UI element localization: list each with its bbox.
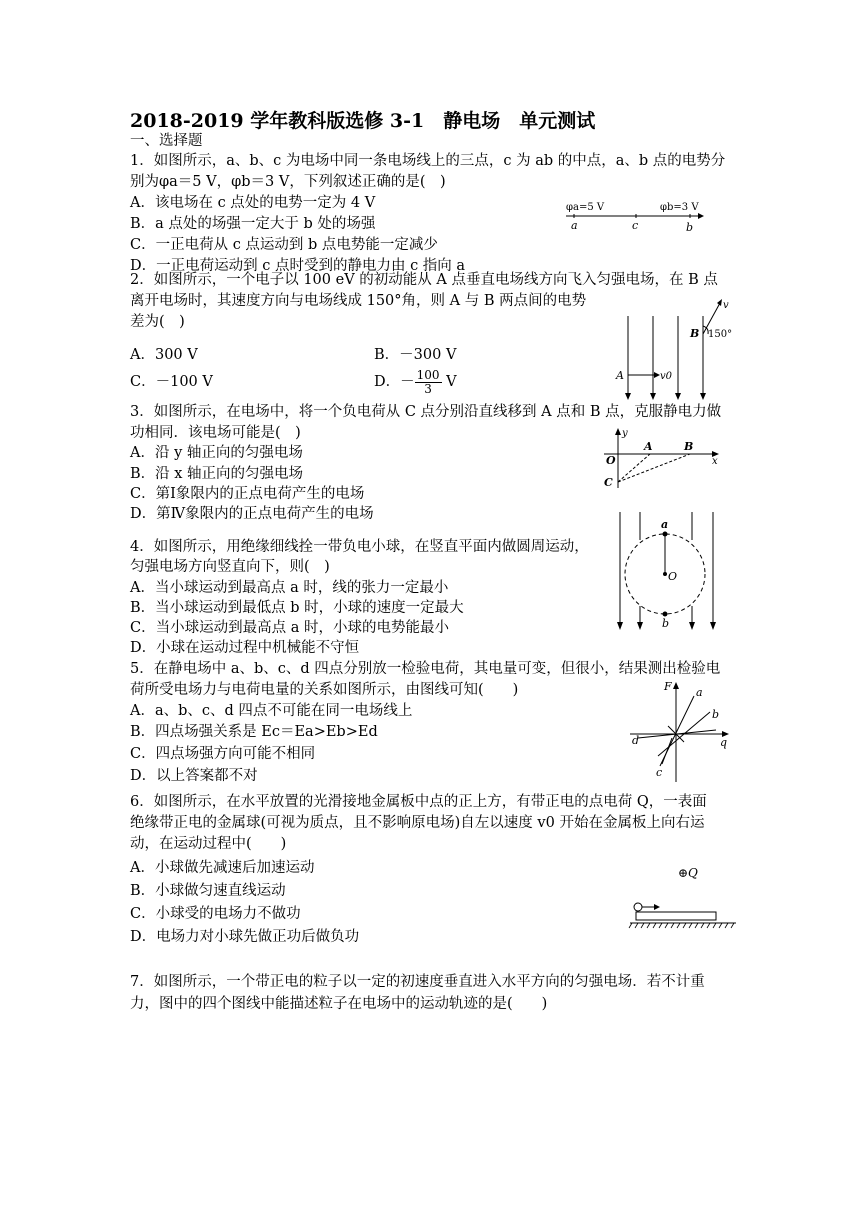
q1-fig-label-c: c xyxy=(632,219,639,232)
q6-stem-line2: 绝缘带正电的金属球(可视为质点，且不影响原电场)自左以速度 v0 开始在金属板上向右运 xyxy=(130,815,705,831)
q6-fig-point-charge: ⊕Q xyxy=(678,866,698,880)
q4-option-d: D．小球在运动过程中机械能不守恒 xyxy=(130,640,360,656)
q3-option-a: A．沿 y 轴正向的匀强电场 xyxy=(130,445,303,461)
q4-fig-label-b: b xyxy=(662,617,670,630)
q6-stem-line1: 6．如图所示，在水平放置的光滑接地金属板中点的正上方，有带正电的点电荷 Q，一表面 xyxy=(130,794,707,810)
q1-option-c: C．一正电荷从 c 点运动到 b 点电势能一定减少 xyxy=(130,237,438,253)
section-heading: 一、选择题 xyxy=(130,133,203,149)
q3-fig-label-x: x xyxy=(712,456,718,467)
q3-fig-label-O: O xyxy=(606,454,616,467)
q5-fig-label-d: d xyxy=(632,734,640,747)
q5-fig-label-F: F xyxy=(664,680,672,693)
q1-fig-label-a: a xyxy=(571,219,578,232)
q2-fig-label-A: A xyxy=(616,369,624,382)
q4-point-b xyxy=(663,612,668,617)
q2-option-d-numerator: 100 xyxy=(416,367,440,382)
q1-fig-phi-a: φa=5 V xyxy=(566,202,605,213)
q4-point-a xyxy=(663,532,668,537)
q2-option-d-denominator: 3 xyxy=(424,381,432,396)
q4-point-O xyxy=(663,572,667,576)
q1-option-b: B．a 点处的场强一定大于 b 处的场强 xyxy=(130,216,376,232)
q1-field-arrow xyxy=(698,213,704,219)
q6-stem-line3: 动，在运动过程中( ) xyxy=(130,836,287,852)
q5-F-q-graph xyxy=(624,678,734,784)
q2-stem-line2: 离开电场时，其速度方向与电场线成 150°角，则 A 与 B 两点间的电势 xyxy=(130,293,587,309)
q6-ground-hatch xyxy=(629,923,734,928)
q6-ball xyxy=(634,903,642,911)
q3-line-CB xyxy=(618,454,690,482)
q2-option-d-prefix: D．－ xyxy=(374,374,415,390)
q5-option-a: A．a、b、c、d 四点不可能在同一电场线上 xyxy=(130,703,413,719)
q4-fig-label-a: a xyxy=(661,518,669,531)
q3-line-CA xyxy=(618,454,650,482)
q2-fig-angle: 150° xyxy=(708,329,733,340)
q5-fig-label-b: b xyxy=(712,708,720,721)
q3-fig-label-C: C xyxy=(604,476,613,489)
q2-fig-label-v: v xyxy=(723,300,729,311)
q3-fig-label-A: A xyxy=(644,440,653,453)
q2-option-b: B．－300 V xyxy=(374,347,457,363)
q4-option-c: C．当小球运动到最高点 a 时，小球的电势能最小 xyxy=(130,620,449,636)
q5-option-d: D．以上答案都不对 xyxy=(130,768,258,784)
q5-fig-label-a: a xyxy=(696,686,703,699)
q5-stem-line1: 5．在静电场中 a、b、c、d 四点分别放一检验电荷，其电量可变，但很小，结果测出检验电 xyxy=(130,661,721,677)
q1-fig-label-b: b xyxy=(686,221,694,234)
q5-stem-line2: 荷所受电场力与电荷电量的关系如图所示，由图线可知( ) xyxy=(130,682,519,698)
q2-stem-line1: 2．如图所示，一个电子以 100 eV 的初动能从 A 点垂直电场线方向飞入匀强电场，在 B 点 xyxy=(130,272,718,288)
q5-fig-label-c: c xyxy=(656,766,663,779)
q2-option-d-fraction xyxy=(415,369,442,396)
q3-option-d: D．第Ⅳ象限内的正点电荷产生的电场 xyxy=(130,506,374,522)
q6-option-c: C．小球受的电场力不做功 xyxy=(130,906,301,922)
q6-option-d: D．电场力对小球先做正功后做负功 xyxy=(130,929,360,945)
q4-circle-figure xyxy=(612,510,722,634)
q6-option-b: B．小球做匀速直线运动 xyxy=(130,883,286,899)
q3-option-b: B．沿 x 轴正向的匀强电场 xyxy=(130,466,304,482)
q5-option-c: C．四点场强方向可能不相同 xyxy=(130,746,316,762)
q1-fig-phi-b: φb=3 V xyxy=(660,202,699,213)
q2-option-d xyxy=(374,365,457,399)
q3-option-c: C．第Ⅰ象限内的正点电荷产生的电场 xyxy=(130,486,365,502)
q3-fig-label-y: y xyxy=(622,428,628,439)
q4-fig-label-O: O xyxy=(668,570,678,583)
q1-option-d: D．一正电荷运动到 c 点时受到的静电力由 c 指向 a xyxy=(130,258,466,274)
q3-stem-line1: 3．如图所示，在电场中，将一个负电荷从 C 点分别沿直线移到 A 点和 B 点，克服静电力做 xyxy=(130,404,722,420)
q3-fig-label-B: B xyxy=(684,440,694,453)
q2-stem-line3: 差为( ) xyxy=(130,314,185,330)
q2-option-c: C．－100 V xyxy=(130,374,213,390)
q2-fig-label-B: B xyxy=(690,327,700,340)
q4-stem-line1: 4．如图所示，用绝缘细线拴一带负电小球，在竖直平面内做圆周运动， xyxy=(130,539,589,555)
page-title: 2018-2019 学年教科版选修 3-1 静电场 单元测试 xyxy=(130,110,596,132)
q1-field-line-figure xyxy=(560,196,710,238)
q6-metal-plate xyxy=(636,912,716,920)
q3-stem-line2: 功相同．该电场可能是( ) xyxy=(130,425,301,441)
q1-stem-line1: 1．如图所示，a、b、c 为电场中同一条电场线上的三点，c 为 ab 的中点，a、b 点的电势分 xyxy=(130,153,726,169)
q4-stem-line2: 匀强电场方向竖直向下，则( ) xyxy=(130,559,330,575)
q6-plate-figure xyxy=(626,858,742,932)
q2-option-d-unit: V xyxy=(446,374,457,390)
q5-option-b: B．四点场强关系是 Ec＝Ea>Eb>Ed xyxy=(130,724,378,740)
q1-stem-line2: 别为φa＝5 V，φb＝3 V，下列叙述正确的是( ) xyxy=(130,174,446,190)
q2-fig-label-v0: v0 xyxy=(660,371,673,382)
q2-field-figure xyxy=(608,296,748,406)
q7-stem-line2: 力，图中的四个图线中能描述粒子在电场中的运动轨迹的是( ) xyxy=(130,996,548,1012)
q6-option-a: A．小球做先减速后加速运动 xyxy=(130,860,315,876)
q2-option-a: A．300 V xyxy=(130,347,198,363)
q4-option-a: A．当小球运动到最高点 a 时，线的张力一定最小 xyxy=(130,580,449,596)
q3-axes-figure xyxy=(598,424,728,490)
q7-stem-line1: 7．如图所示，一个带正电的粒子以一定的初速度垂直进入水平方向的匀强电场．若不计重 xyxy=(130,974,705,990)
q1-option-a: A．该电场在 c 点处的电势一定为 4 V xyxy=(130,195,376,211)
q4-option-b: B．当小球运动到最低点 b 时，小球的速度一定最大 xyxy=(130,600,464,616)
q5-fig-label-q: q xyxy=(720,736,728,749)
